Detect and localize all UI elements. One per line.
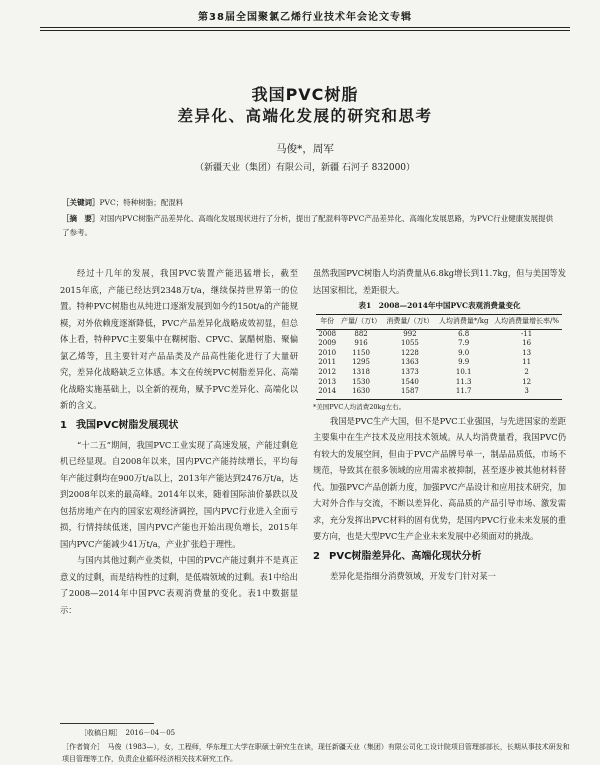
header-rule-thin xyxy=(40,30,570,31)
table-cell: 12 xyxy=(522,377,532,386)
affiliation: （新疆天业（集团）有限公司，新疆 石河子 832000） xyxy=(194,163,416,173)
abstract-label: ［摘 要］ xyxy=(62,214,100,223)
section-2-paragraph: 差异化是指细分消费领域，开发专门针对某一 xyxy=(330,570,496,581)
table-cell: 2014 xyxy=(316,387,338,399)
footnote-author-bio: ［作者简介］ 马俊（1983—），女，工程师，华东理工大学在职硕士研究生在读，现任新疆天业（集团）有限公司化工设计院项目管理部部长，长期从事技术研发和项目管理等工作，负责企业循环经济相关技术研究工作。 xyxy=(62,743,570,763)
table-row xyxy=(316,358,562,368)
table-cell: 1295 xyxy=(352,358,370,367)
abstract-text: 对国内PVC树脂产品差异化、高端化发展现状进行了分析，提出了配混料等PVC产品差异化、高端化发展思路，为PVC行业健康发展提供了参考。 xyxy=(62,214,554,237)
section-1-number: 1 xyxy=(60,419,67,431)
footnote-rule xyxy=(60,723,154,724)
table-header-row xyxy=(316,315,562,330)
table-cell: 992 xyxy=(403,329,417,338)
paper-title-line1: 我国PVC树脂 xyxy=(251,85,359,104)
running-header: 第38届全国聚氯乙烯行业技术年会论文专辑 xyxy=(198,12,412,23)
table-row xyxy=(316,349,562,359)
section-1-paragraph-2: 与国内其他过剩产业类似，中国的PVC产能过剩并不是真正意义的过剩，而是结构性的过剩，是低端领域的过剩。表1中给出了2008—2014年中国PVC表观消费量的变化。表1中数据显示： xyxy=(60,555,298,615)
table-cell: 1540 xyxy=(401,377,419,386)
keywords-text: PVC；特种树脂；配混料 xyxy=(99,198,184,207)
table-cell: 11.7 xyxy=(436,387,491,399)
abstract xyxy=(62,212,557,240)
left-column xyxy=(60,265,298,618)
table-row xyxy=(316,378,562,388)
table-cell: 1530 xyxy=(352,377,370,386)
section-1-title: 我国PVC树脂发展现状 xyxy=(76,419,179,431)
table-cell: 7.9 xyxy=(458,339,470,348)
table-cell: 1228 xyxy=(401,348,419,357)
table-cell: 1150 xyxy=(352,348,370,357)
section-2-heading xyxy=(313,549,566,565)
table-cell: -11 xyxy=(520,329,533,338)
table-cell: 9.9 xyxy=(458,358,470,367)
table-row xyxy=(316,339,562,349)
footnote-received-date: ［收稿日期］ 2016－04－05 xyxy=(80,729,176,737)
table-header-cell: 年份 xyxy=(316,315,338,330)
table-cell: 16 xyxy=(522,339,532,348)
table-cell: 3 xyxy=(491,387,562,399)
table-cell: 1363 xyxy=(401,358,419,367)
table-cell: 2 xyxy=(524,367,529,376)
table-cell: 2009 xyxy=(318,339,337,348)
table-cell: 2008 xyxy=(318,329,337,338)
table-cell: 1055 xyxy=(401,339,419,348)
table-cell: 11 xyxy=(522,358,532,367)
authors: 马俊*，周军 xyxy=(276,143,334,155)
table-cell: 916 xyxy=(354,339,368,348)
table-body xyxy=(316,329,562,399)
table-cell: 2012 xyxy=(318,367,337,376)
table-cell: 6.8 xyxy=(458,329,470,338)
table-cell: 9.0 xyxy=(458,348,470,357)
table-cell: 1318 xyxy=(352,367,370,376)
table-header-cell: 消费量/（万t） xyxy=(384,315,436,330)
right-paragraph-2: 我国是PVC生产大国，但不是PVC工业强国，与先进国家的差距主要集中在生产技术及应用技术领域。从人均消费量看，我国PVC仍有较大的发展空间，但由于PVC产品牌号单一，制品品质低，市场不规范，导致其在很多领域的应用需求被抑制，甚至逐步被其他材料替代。加强PVC产品创新力度，加强PVC产品设计和应用技术研究，加大对外合作与交流，不断以差异化、高品质的产品引导市场、激发需求，充分发挥出PVC材料的固有优势，是国内PVC行业未来发展的重要方向，也是大型PVC生产企业未来发展中必须面对的挑战。 xyxy=(313,415,566,542)
paper-title-line2: 差异化、高端化发展的研究和思考 xyxy=(177,107,433,125)
keywords xyxy=(62,197,183,208)
header-rule xyxy=(40,27,570,28)
table-header-cell: 产量/（万t） xyxy=(338,315,383,330)
table-header-cell: 人均消费量增长率/% xyxy=(491,315,562,330)
table-row xyxy=(316,387,562,399)
right-column xyxy=(313,265,566,584)
table-row xyxy=(316,368,562,378)
table-cell: 882 xyxy=(354,329,368,338)
section-2-number: 2 xyxy=(313,550,320,562)
table-cell: 10.1 xyxy=(455,367,472,376)
table-header-cell: 人均消费量*/kg xyxy=(436,315,491,330)
table-cell: 2013 xyxy=(318,377,337,386)
continued-paragraph: 虽然我国PVC树脂人均消费量从6.8kg增长到11.7kg，但与美国等发达国家相比，差距很大。 xyxy=(313,268,566,295)
table-1 xyxy=(316,314,562,400)
section-1-heading xyxy=(60,418,298,434)
table-1-note: *美国PVC人均消费20kg左右。 xyxy=(313,402,406,411)
table-cell: 1373 xyxy=(401,367,419,376)
intro-paragraph: 经过十几年的发展，我国PVC装置产能迅猛增长，截至2015年底，产能已经达到2348万t/a，继续保持世界第一的位置。特种PVC树脂也从纯进口逐渐发展到如今约150t/a的产能规模，对外依赖度逐渐降低，PVC产品差异化战略成效初显，但总体上看，特种PVC主要集中在糊树脂、CPVC、氯醋树脂、聚偏氯乙烯等，且主要针对产品品类及产品高性能化进行了大量研究，差异化战略缺乏立体感。本文在传统PVC树脂差异化、高端化战略实施基础上，以全新的视角，赋予PVC差异化、高端化以新的含义。 xyxy=(60,268,298,410)
table-row xyxy=(316,329,562,339)
table-cell: 1587 xyxy=(384,387,436,399)
section-2-title: PVC树脂差异化、高端化现状分析 xyxy=(329,550,482,562)
table-cell: 11.3 xyxy=(455,377,472,386)
table-cell: 2010 xyxy=(318,348,337,357)
table-cell: 2011 xyxy=(318,358,337,367)
table-1-caption: 表1 2008—2014年中国PVC表观消费量变化 xyxy=(358,301,521,310)
section-1-paragraph-1: “十二五”期间，我国PVC工业实现了高速发展，产能过剩危机已经显现。自2008年以来，国内PVC产能持续增长，平均每年产能过剩均在900万t/a以上，2013年产能达到2476万t/a，达到2008年以来的最高峰。2014年以来，随着国际油价暴跌以及包括房地产在内的国家宏观经济调控，国内PVC行业进入全面亏损，行情持续低迷，国内PVC产能也开始出现负增长，2015年国内PVC产能减少41万t/a，产业扩张趋于理性。 xyxy=(60,439,298,549)
keywords-label: ［关键词］ xyxy=(62,198,100,207)
table-cell: 1630 xyxy=(338,387,383,399)
table-cell: 13 xyxy=(522,348,532,357)
